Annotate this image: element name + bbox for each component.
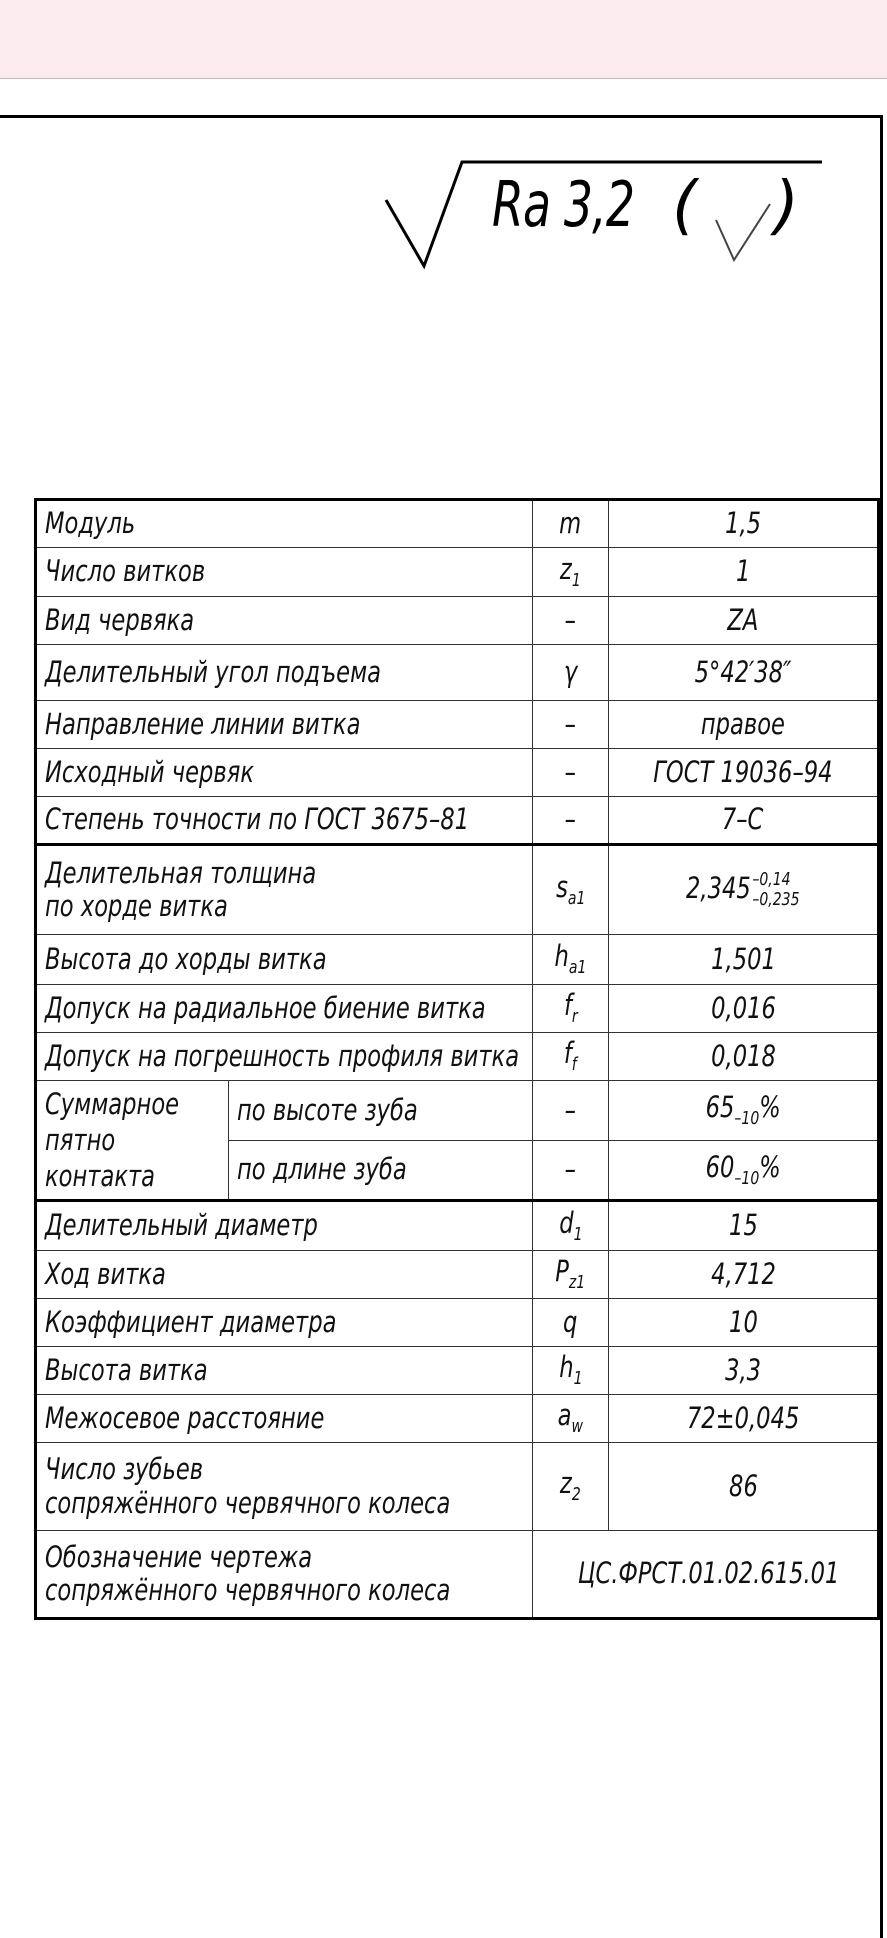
param-label: Вид червяка bbox=[45, 602, 195, 637]
top-bar bbox=[0, 0, 887, 79]
param-symbol: – bbox=[564, 1152, 577, 1187]
table-row bbox=[36, 701, 879, 749]
table-row bbox=[36, 1033, 879, 1081]
param-label-line3: контакта bbox=[45, 1159, 156, 1194]
param-symbol: h bbox=[554, 939, 569, 974]
param-value: 0,018 bbox=[710, 1038, 776, 1073]
param-unit: % bbox=[759, 1149, 781, 1184]
param-symbol: – bbox=[564, 754, 577, 789]
param-label: Исходный червяк bbox=[45, 754, 255, 789]
param-value: 65 bbox=[705, 1090, 735, 1125]
table-row bbox=[36, 548, 879, 597]
param-symbol-sub: f bbox=[572, 1054, 577, 1076]
tolerance-lower: –0,235 bbox=[752, 889, 800, 910]
param-symbol-sub: w bbox=[571, 1416, 584, 1438]
param-symbol-sub: r bbox=[571, 1006, 578, 1028]
param-symbol: h bbox=[558, 1350, 574, 1385]
param-value: 7–С bbox=[722, 802, 764, 837]
table-row bbox=[36, 935, 879, 985]
param-label: Делительная толщина bbox=[45, 855, 317, 890]
table-row bbox=[36, 1531, 879, 1619]
param-value: 1,501 bbox=[710, 941, 776, 976]
drawing-designation: ЦС.ФРСТ.01.02.615.01 bbox=[577, 1556, 840, 1591]
param-symbol: – bbox=[564, 1092, 577, 1127]
table-row bbox=[36, 645, 879, 701]
param-value: 1,5 bbox=[725, 506, 762, 541]
param-sublabel: по высоте зуба bbox=[237, 1092, 418, 1127]
param-value-sub: –10 bbox=[734, 1167, 760, 1189]
param-sublabel: по длине зуба bbox=[237, 1152, 407, 1187]
param-label: Модуль bbox=[45, 506, 136, 541]
table-row bbox=[36, 1443, 879, 1531]
param-symbol: f bbox=[563, 988, 572, 1023]
param-value: 5°42′38″ bbox=[694, 654, 792, 689]
param-value: 72±0,045 bbox=[686, 1400, 800, 1435]
param-symbol: – bbox=[564, 802, 577, 837]
table-row bbox=[36, 1251, 879, 1299]
param-symbol: m bbox=[559, 506, 582, 541]
param-label: Коэффициент диаметра bbox=[45, 1304, 337, 1339]
param-value: 15 bbox=[728, 1208, 758, 1243]
param-symbol: z bbox=[560, 1466, 572, 1501]
param-label: Делительный угол подъема bbox=[45, 654, 382, 689]
param-symbol: z bbox=[560, 551, 572, 586]
param-label-line2: пятно bbox=[45, 1122, 116, 1157]
param-value: 10 bbox=[728, 1304, 758, 1339]
param-symbol-sub: 2 bbox=[571, 1484, 581, 1506]
param-symbol: d bbox=[558, 1205, 574, 1240]
roughness-value: Ra 3,2 bbox=[492, 168, 635, 241]
table-row bbox=[36, 1347, 879, 1395]
param-value-sub: –10 bbox=[734, 1108, 760, 1130]
param-label: Допуск на радиальное биение витка bbox=[45, 990, 486, 1025]
param-label-line2: сопряжённого червячного колеса bbox=[45, 1485, 451, 1520]
param-label: Обозначение чертежа bbox=[45, 1539, 313, 1574]
param-value: 0,016 bbox=[710, 990, 776, 1025]
param-symbol: P bbox=[555, 1254, 570, 1289]
table-row bbox=[36, 1201, 879, 1251]
param-value: ZA bbox=[727, 602, 759, 637]
param-value: 2,345 bbox=[686, 871, 752, 905]
worm-parameters-table bbox=[34, 498, 880, 1620]
param-unit: % bbox=[759, 1090, 781, 1125]
param-symbol-sub: 1 bbox=[573, 1223, 583, 1245]
param-symbol: – bbox=[564, 706, 577, 741]
roughness-paren-open: ( bbox=[672, 169, 697, 243]
param-label: Допуск на погрешность профиля витка bbox=[45, 1038, 520, 1073]
table-row bbox=[36, 500, 879, 548]
table-row bbox=[36, 985, 879, 1033]
param-value: 60 bbox=[705, 1149, 735, 1184]
tolerance-upper: –0,14 bbox=[752, 869, 791, 891]
param-label: Направление линии витка bbox=[45, 706, 361, 741]
roughness-paren-close: ) bbox=[774, 169, 799, 243]
param-label: Высота витка bbox=[45, 1352, 208, 1387]
table-row bbox=[36, 1395, 879, 1443]
table-row bbox=[36, 797, 879, 845]
param-value: 1 bbox=[735, 554, 751, 589]
param-symbol: a bbox=[557, 1398, 572, 1433]
param-label: Суммарное bbox=[45, 1086, 180, 1121]
param-value: ГОСТ 19036–94 bbox=[653, 754, 833, 789]
param-symbol-sub: z1 bbox=[569, 1272, 586, 1294]
param-symbol: f bbox=[564, 1036, 573, 1071]
param-value: 3,3 bbox=[725, 1352, 762, 1387]
param-symbol: s bbox=[555, 869, 568, 904]
param-label: Степень точности по ГОСТ 3675–81 bbox=[45, 802, 470, 837]
surface-roughness-symbol bbox=[382, 152, 822, 272]
param-symbol-sub: 1 bbox=[571, 569, 581, 591]
param-symbol: γ bbox=[563, 654, 578, 689]
param-symbol: – bbox=[564, 602, 577, 637]
table-row bbox=[36, 597, 879, 645]
param-label: Ход витка bbox=[45, 1256, 166, 1291]
param-label: Число зубьев bbox=[45, 1452, 204, 1487]
param-symbol-sub: a1 bbox=[567, 887, 586, 909]
param-label: Число витков bbox=[45, 554, 206, 589]
param-symbol-sub: 1 bbox=[573, 1368, 583, 1390]
param-label-line2: по хорде витка bbox=[45, 889, 228, 923]
param-value: правое bbox=[700, 706, 786, 741]
table-row bbox=[36, 749, 879, 797]
param-value: 4,712 bbox=[710, 1256, 776, 1291]
table-row bbox=[36, 1299, 879, 1347]
param-label: Делительный диаметр bbox=[45, 1208, 318, 1243]
param-value: 86 bbox=[728, 1468, 758, 1503]
param-label-line2: сопряжённого червячного колеса bbox=[45, 1573, 451, 1607]
param-label: Межосевое расстояние bbox=[45, 1400, 325, 1435]
table-row bbox=[36, 845, 879, 935]
param-symbol-sub: a1 bbox=[568, 957, 587, 979]
param-label: Высота до хорды витка bbox=[45, 941, 327, 976]
param-symbol: q bbox=[563, 1304, 578, 1339]
table-row bbox=[36, 1081, 879, 1141]
